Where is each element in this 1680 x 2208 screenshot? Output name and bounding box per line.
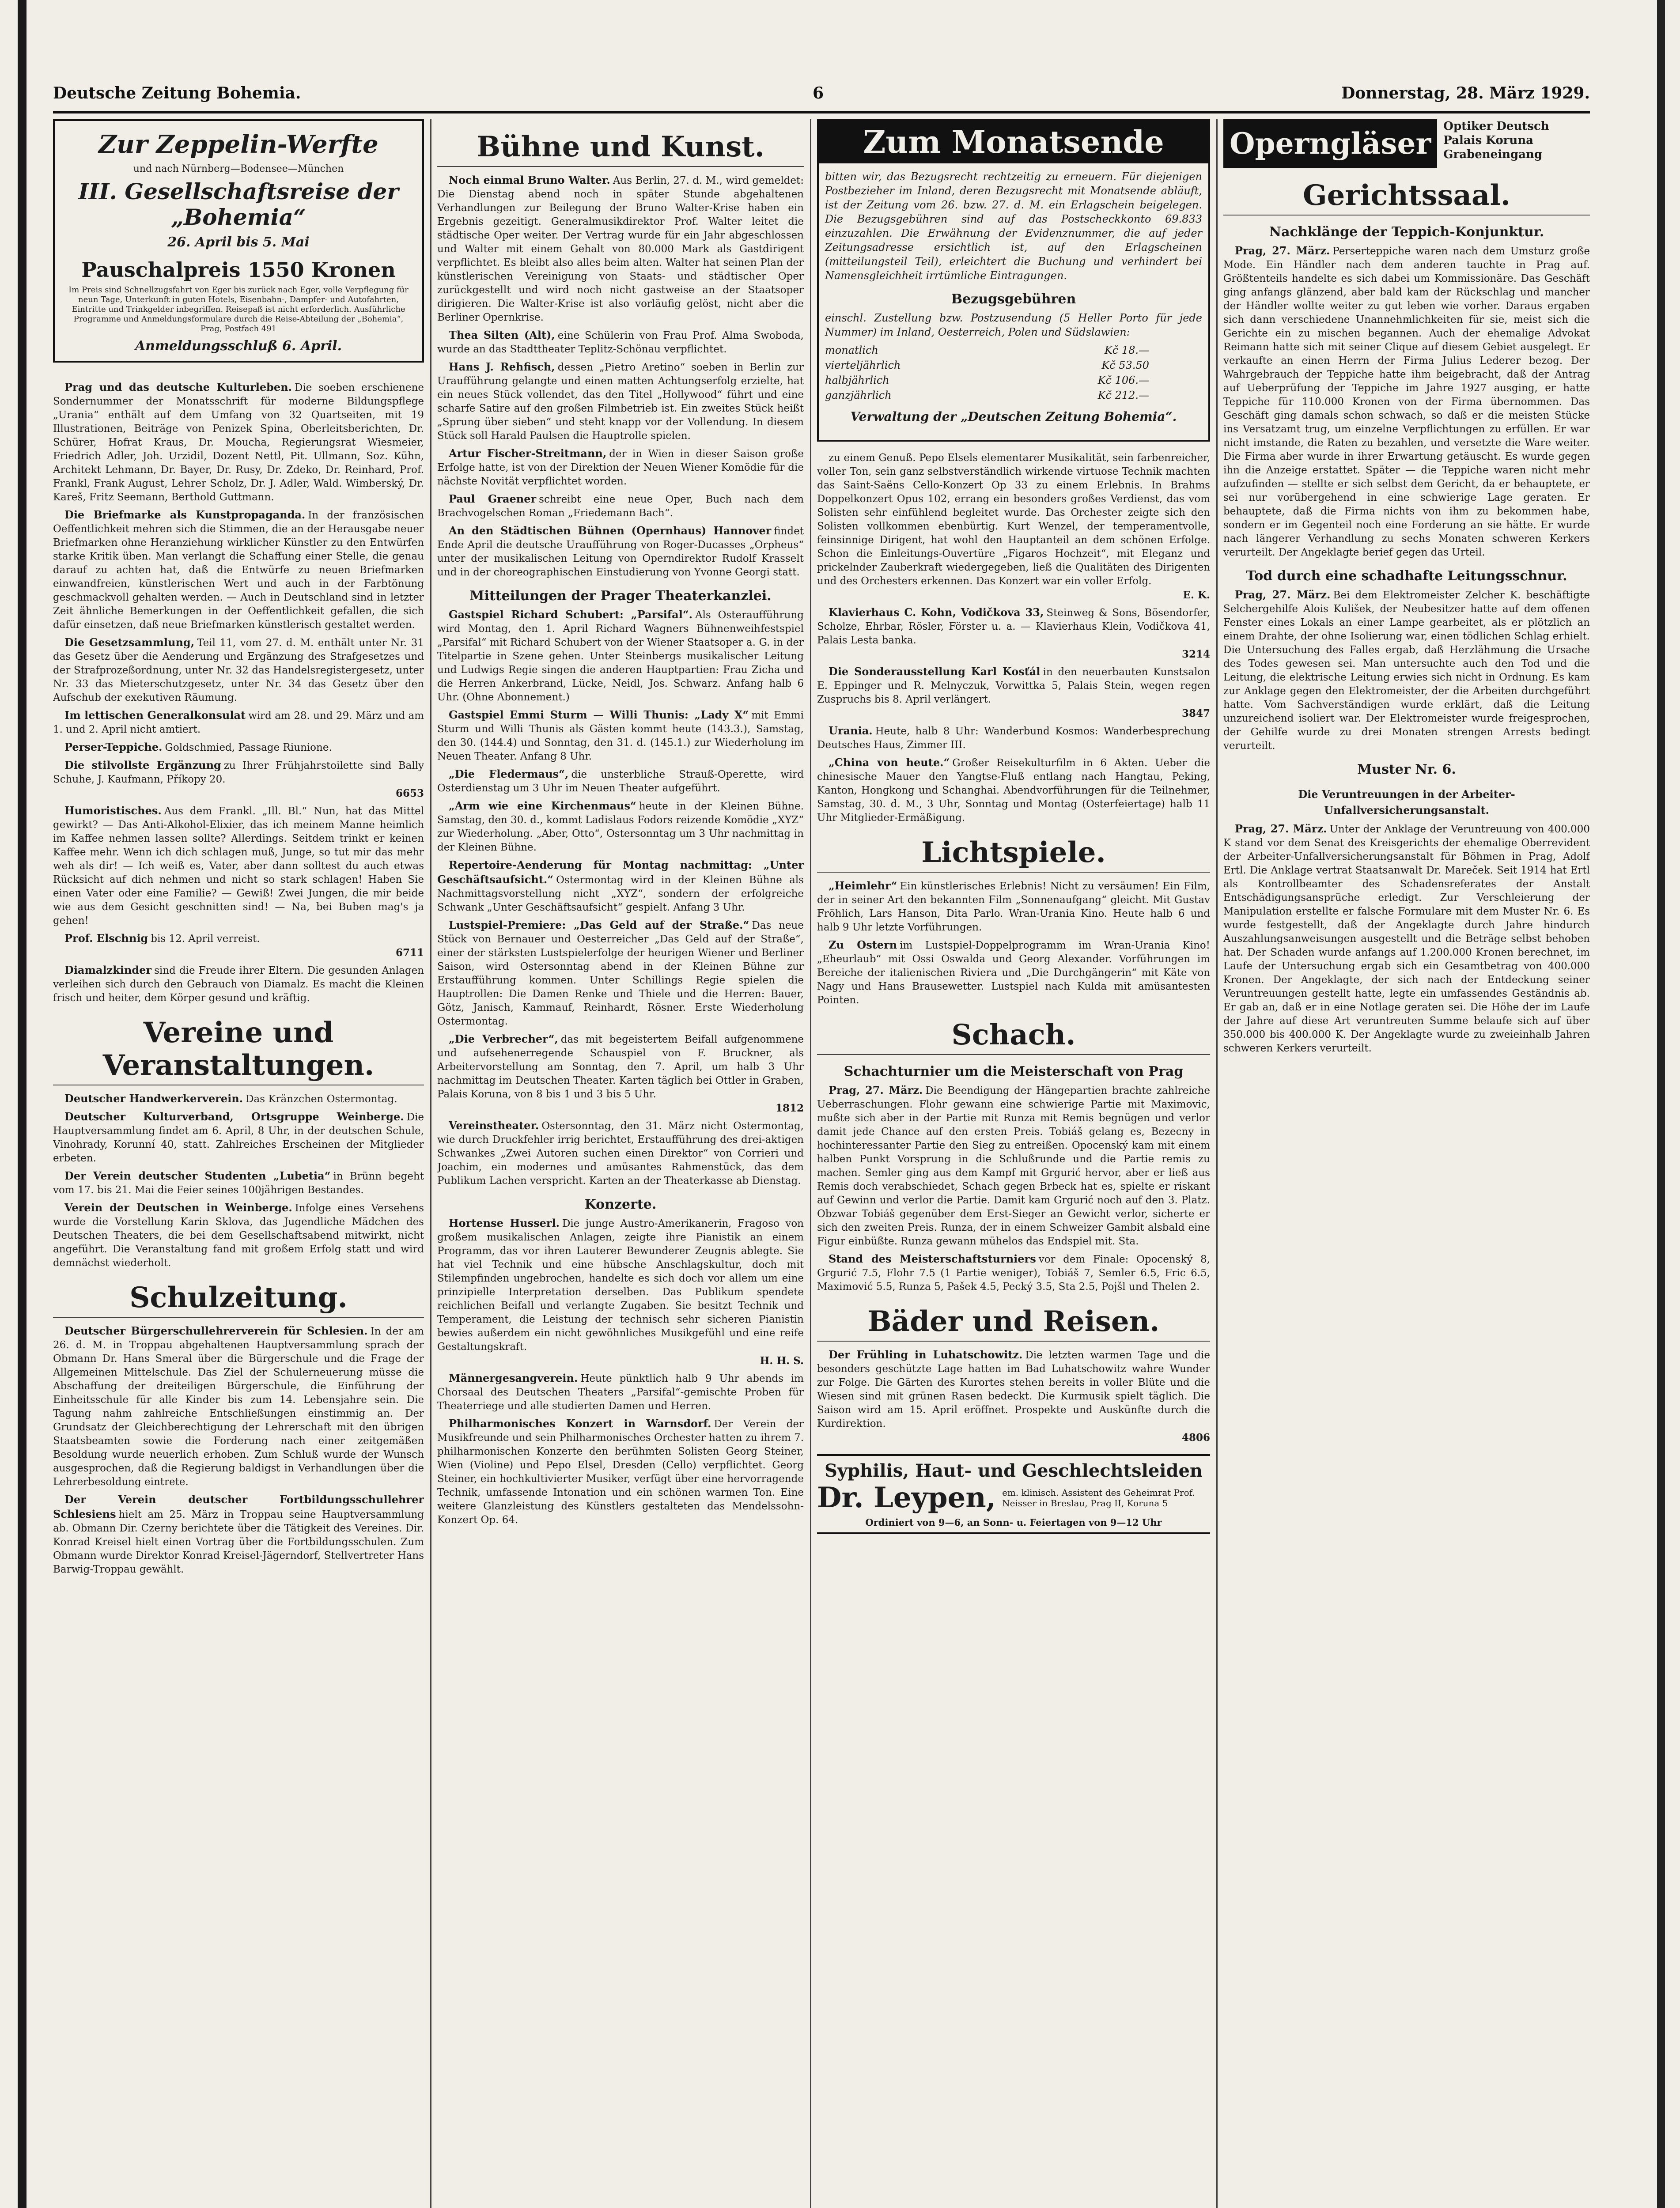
article-text: In der französischen Oeffentlichkeit mehren sich die Stimmen, die an der Herausgabe neuer Briefmarken ohne Heranziehung wirklicher Künstler zu den Entwürfen starke Kritik üben. Man verlangt die Schaffung einer Stelle, die genau darauf zu achten hat, daß die Entwürfe zu neuen Briefmarken einwandfreien, künstlerischen Wert und auch in der Farbtönung geschmackvoll gehalten werden. — Auch in Deutschland sind in letzter Zeit ähnliche Bemerkungen in der Oeffentlichkeit gefallen, die sich dafür einsetzen, daß neue Briefmarken künstlerisch gestaltet werden.	[53, 510, 424, 631]
zeppelin-route: und nach Nürnberg—Bodensee—München	[133, 163, 344, 174]
fees-note: einschl. Zustellung bzw. Postzusendung (5 Heller Porto für jede Nummer) im Inland, Oesterreich, Polen und Südslawien:	[825, 312, 1202, 338]
fee-amount: Kč 106.—	[1097, 374, 1149, 386]
ad-number: 3847	[1181, 707, 1210, 719]
zeppelin-dates: 26. April bis 5. Mai	[167, 234, 310, 250]
section-head-gerichtssaal: Gerichtssaal.	[1223, 179, 1590, 216]
column-1	[53, 119, 424, 2208]
article-paragraph	[437, 1216, 804, 1368]
article-rubric: Hans J. Rehfisch,	[449, 360, 555, 373]
section-head-buehne: Bühne und Kunst.	[437, 131, 804, 167]
subscription-intro: bitten wir, das Bezugsrecht rechtzeitig zu erneuern. Für diejenigen Postbezieher im Inland, deren Bezugsrecht mit Monatsende abläuft, ist der Zeitung vom 26. bzw. 27. d. M. ein Erlagschein beigelegen. Die Bezugsgebühren sind auf das Postscheckkonto 69.833 einzuzahlen. Die Erwähnung der Evidenznummer, die auf jeder Zeitungsadresse ersichtlich ist, auf den Erlagscheinen (mitteilungsteil Teil), erleichtert die Buchung und verhindert bei Namensgleichheit irrtümliche Eintragungen.	[825, 170, 1202, 282]
article-text: Goldschmied, Passage Riunione.	[165, 742, 332, 753]
zeppelin-ad	[53, 119, 424, 363]
article-text: Bei dem Elektromeister Zelcher K. beschäftigte Selchergehilfe Alois Kulišek, der Neubesitzer hatte auf dem offenen Fenster eines Lokals an einer Lampe gearbeitet, als er plötzlich an einem Drahte, der ohne Isolierung war, einen tödlichen Schlag erhielt. Die Untersuchung des Falles ergab, daß Herzlähmung die Ursache des Todes gewesen sei. Man untersuchte auch den Tod und die Leitung, die elektrische Leitung erwies sich nicht in Ordnung. Es kam zur Anklage gegen den Elektromeister, der die Arbeiten durchgeführt hatte. Vom Sachverständigen wurde erklärt, daß die Leitung unzureichend isoliert war. Der Elektromeister wurde freigesprochen, der Gehilfe wurde zu drei Monaten strengen Arrests bedingt verurteilt.	[1223, 590, 1590, 752]
monatsende-banner: Zum Monatsende	[819, 121, 1208, 163]
article-paragraph	[437, 799, 804, 854]
fee-period: vierteljährlich	[825, 359, 901, 371]
article-rubric: Der Verein deutscher Fortbildungsschullehrer Schlesiens	[53, 1493, 424, 1520]
vereine-list	[53, 1092, 424, 1270]
article-paragraph	[437, 1119, 804, 1188]
article-text: Ostersonntag, den 31. März nicht Ostermontag, wie durch Druckfehler irrig berichtet, Erstaufführung des drei-aktigen Schwankes „Zwei Autoren suchen einen Direktor“ von Corrieri und Joachim, ein modernes und amüsantes Rahmenstück, das dem Publikum Lachen verspricht. Karten an der Theaterkasse ab Dienstag.	[437, 1120, 804, 1187]
opera-glasses-title: Operngläser	[1223, 119, 1437, 168]
fee-amount: Kč 212.—	[1097, 389, 1149, 401]
article-rubric: Prag und das deutsche Kulturleben.	[64, 381, 292, 393]
article-paragraph	[53, 931, 424, 960]
article-paragraph	[817, 451, 1210, 602]
article-paragraph	[437, 918, 804, 1028]
article-text: Heute, halb 8 Uhr: Wanderbund Kosmos: Wanderbesprechung Deutsches Haus, Zimmer III.	[817, 726, 1210, 751]
article-text: In der am 26. d. M. in Troppau abgehaltenen Hauptversammlung sprach der Obmann Dr. Hans Smeral über die Bürgerschule und die Frage der Allgemeinen Mittelschule. Das Ziel der Schulerneuerung müsse die Abschaffung der dreiteiligen Bürgerschule, die Einführung der Einheitsschule für alle Kinder bis zum 14. Lebensjahre sein. Die Tagung nahm zahlreiche Entschließungen einstimmig an. Der Grundsatz der Gleichberechtigung der Lehrerschaft mit den übrigen Staatsbeamten sowie die Forderung nach einer zeitgemäßen Besoldung wurde neuerlich erhoben. Zum Schluß wurde der Wunsch ausgesprochen, daß die Regierung baldigst in Verhandlungen über die Lehrerbesoldung eintrete.	[53, 1326, 424, 1488]
article-text: der in Wien in dieser Saison große Erfolge hatte, ist von der Direktion der Neuen Wiener Komödie für die nächste Novität verpflichtet worden.	[437, 448, 804, 487]
column-4	[1223, 119, 1590, 2208]
page-number: 6	[813, 84, 824, 102]
article-paragraph	[437, 360, 804, 443]
article-paragraph	[1223, 244, 1590, 560]
article-text: in Brünn begeht vom 17. bis 21. Mai die Feier seines 100jährigen Bestandes.	[53, 1171, 424, 1196]
article-rubric: Vereinstheater.	[449, 1119, 539, 1132]
article-rubric: Artur Fischer-Streitmann,	[449, 447, 607, 460]
article-paragraph	[817, 879, 1210, 934]
ad-number: 6653	[395, 787, 424, 799]
news-list	[53, 380, 424, 1005]
subscription-box	[817, 119, 1210, 442]
section-head-baeder: Bäder und Reisen.	[817, 1305, 1210, 1342]
article-paragraph	[53, 508, 424, 632]
article-rubric: Perser-Teppiche.	[64, 741, 163, 753]
article-text: Steinweg & Sons, Bösendorfer, Scholze, Ehrbar, Rösler, Förster u. a. — Klavierhaus Klein, Vodičkova 41, Palais Lesta banka.	[817, 607, 1210, 646]
fee-row	[825, 358, 1202, 373]
zeppelin-price: Pauschalpreis 1550 Kronen	[81, 258, 396, 282]
article-text: Die junge Austro-Amerikanerin, Fragoso von großem musikalischen Anlagen, zeigte ihre Pianistik an einem Programm, das vor ihren Lauterer Bewunderer Zeugnis ablegte. Sie hat viel Technik und eine hübsche Anschlagskultur, doch mit Stilempfinden ungebrochen, handelte es sich doch vor allem um eine prinzipielle Interpretation derselben. Das Publikum spendete reichlichen Beifall und verlangte Zugaben. Sie besitzt Technik und Temperament, die Leistung der technisch sehr sicheren Pianistin bewies außerdem ein nicht gewöhnliches Musikgefühl und eine reife Gestaltungskraft.	[437, 1218, 804, 1353]
article-paragraph	[53, 758, 424, 800]
court-case-title: Muster Nr. 6.	[1357, 762, 1456, 777]
doctor-hours: Ordiniert von 9—6, an Sonn- u. Feiertagen von 9—12 Uhr	[865, 1517, 1162, 1528]
article-rubric: „Heimlehr“	[829, 879, 897, 892]
article-paragraph	[817, 1252, 1210, 1294]
article-paragraph	[437, 1032, 804, 1115]
article-paragraph	[53, 1324, 424, 1489]
article-signature: E. K.	[1183, 589, 1210, 601]
article-paragraph	[437, 767, 804, 795]
article-paragraph	[53, 1493, 424, 1577]
article-paragraph	[53, 1092, 424, 1106]
zeppelin-trip: III. Gesellschaftsreise der „Bohemia“	[78, 178, 399, 230]
article-paragraph	[817, 1348, 1210, 1444]
ad-number: 3214	[1181, 648, 1210, 660]
ad-number: 4806	[1181, 1432, 1210, 1444]
article-text: Die soeben erschienene Sondernummer der Monatsschrift für moderne Bildungspflege „Urania“ enthält auf dem Umfang von 32 Quartseiten, mit 19 Illustrationen, Beiträge von Penizek Spina, Oberleitsberichten, Dr. Schürer, Hofrat Kraus, Dr. Moucha, Regierungsrat Wiesmeier, Friedrich Adler, Joh. Urzidil, Dozent Nettl, Pit. Ullmann, Soz. Kühn, Architekt Lehmann, Dr. Bayer, Dr. Rusy, Dr. Zdeko, Dr. Reinhard, Prof. Frankl, Frank August, Lehrer Scholz, Dr. J. Adler, Wald. Wimberský, Dr. Kareš, Fritz Seemann, Berthold Guttmann.	[53, 382, 424, 503]
article-text: das mit begeistertem Beifall aufgenommene und aufsehenerregende Schauspiel von F. Bruckner, als Arbeitervorstellung am Sonntag, den 7. April, um halb 3 Uhr nachmittag im Deutschen Theater. Karten täglich bei Ottler in Graben, Palais Koruna, von 8 bis 1 und 3 bis 5 Uhr.	[437, 1034, 804, 1100]
article-text: Ein künstlerisches Erlebnis! Nicht zu versäumen! Ein Film, der in seiner Art den bekannten Film „Sonnenaufgang“ gleicht. Mit Gustav Fröhlich, Lars Hanson, Dita Parlo. Wran-Urania Kino. Heute halb 6 und halb 9 Uhr letzte Vorführungen.	[817, 881, 1210, 933]
article-paragraph	[1223, 588, 1590, 753]
article-rubric: Lustspiel-Premiere: „Das Geld auf der Straße.“	[449, 919, 749, 931]
article-text: hielt am 25. März in Troppau seine Hauptversammlung ab. Obmann Dir. Czerny berichtete über die Tätigkeit des Vereines. Dir. Konrad Kreisel hielt einen Vortrag über die Fortbildungsschulen. Zum Obmann wurde Direktor Konrad Kreisel-Jägerndorf, Stellvertreter Hans Barwig-Troppau gewählt.	[53, 1509, 424, 1575]
article-text: sind die Freude ihrer Eltern. Die gesunden Anlagen verleihen sich durch den Gebrauch von Diamalz. Es macht die Kleinen frisch und heiter, dem Körper gesund und kräftig.	[53, 965, 424, 1004]
article-rubric: Zu Ostern	[829, 938, 897, 951]
article-rubric: Diamalzkinder	[64, 964, 152, 976]
mitteilungen-list	[437, 608, 804, 1188]
fee-period: halbjährlich	[825, 374, 889, 386]
opera-glasses-ad	[1223, 119, 1590, 168]
schule-list	[53, 1324, 424, 1577]
article-paragraph	[53, 804, 424, 928]
article-text: Die letzten warmen Tage und die besonders geschützte Lage hatten im Bad Luhatschowitz wahre Wunder zur Folge. Die Gärten des Kurortes stehen bereits in voller Blüte und die Wiesen sind mit grünen Rasen bedeckt. Die Kurmusik spielt täglich. Die Saison wird am 15. April eröffnet. Prospekte und Auskünfte durch die Kurdirektion.	[817, 1350, 1210, 1429]
article-rubric: Hortense Husserl.	[449, 1217, 560, 1229]
zeppelin-deadline: Anmeldungsschluß 6. April.	[135, 338, 342, 354]
article-rubric: Der Frühling in Luhatschowitz.	[829, 1348, 1023, 1361]
article-rubric: Prag, 27. März.	[1235, 588, 1331, 601]
article-text: Als Osteraufführung wird Montag, den 1. April Richard Wagners Bühnenweihfestspiel „Parsifal“ mit Richard Schubert von der Wiener Staatsoper a. G. in der Titelpartie in Szene gehen. Unter Steinbergs musikalischer Leitung und Ludwigs Regie singen die anderen Hauptpartien: Frau Zicha und die Herren Ankerbrand, Lücke, Neidl, Jos. Schwarz. Anfang halb 6 Uhr. (Ohne Abonnement.)	[437, 609, 804, 703]
article-rubric: Urania.	[829, 724, 873, 737]
article-rubric: Deutscher Kulturverband, Ortsgruppe Weinberge.	[64, 1110, 404, 1123]
article-text: Aus dem Frankl. „Ill. Bl.“ Nun, hat das Mittel gewirkt? — Das Anti-Alkohol-Elixier, das ich meinem Manne heimlich im Kaffee nehmen lassen sollte? Allerdings. Seitdem trinkt er keinen Kaffee mehr. Wenn ich dich schlagen muß, Junge, so tut mir das mehr weh als dir! — Ich weiß es, Vater, aber dann solltest du auch etwas Rücksicht auf dich nehmen und nicht so stark schlagen! Haben Sie einen Vater oder eine Familie? — Gewiß! Zwei Jungen, die mir beide wie aus dem Gesicht geschnitten sind! — Na, bei Buben mag's ja gehen!	[53, 805, 424, 926]
section-head-vereine: Vereine und Veranstaltungen.	[53, 1017, 424, 1085]
page-header	[53, 84, 1590, 110]
court-case-subtitle: Die Veruntreuungen in der Arbeiter-Unfallversicherungsanstalt.	[1298, 788, 1515, 817]
section-head-schule: Schulzeitung.	[53, 1282, 424, 1318]
article-paragraph	[53, 380, 424, 504]
column-divider	[430, 119, 431, 2208]
article-rubric: Prof. Elschnig	[64, 932, 148, 945]
article-rubric: „Die Fledermaus“,	[449, 768, 569, 780]
lichtspiele-list	[817, 879, 1210, 1007]
article-paragraph	[53, 740, 424, 755]
article-text: Großer Reisekulturfilm in 6 Akten. Ueber die chinesische Mauer den Yangtse-Fluß entlang nach Hangtau, Peking, Kanton, Hongkong und Schanghai. Abendvorführungen für die Teilnehmer, Samstag, 30. d. M., 3 Uhr, Sonntag und Montag (Osterfeiertage) halb 11 Uhr Mitglieder-Ermäßigung.	[817, 757, 1210, 824]
article-text: wird am 28. und 29. März und am 1. und 2. April nicht amtiert.	[53, 710, 424, 735]
section-head-schach: Schach.	[817, 1019, 1210, 1055]
schach-list	[817, 1083, 1210, 1294]
article-paragraph	[53, 963, 424, 1005]
article-paragraph	[437, 858, 804, 915]
column-3-items	[817, 451, 1210, 825]
article-rubric: Die Gesetzsammlung,	[64, 636, 195, 649]
article-rubric: „China von heute.“	[829, 756, 950, 769]
article-paragraph	[437, 328, 804, 356]
article-rubric: Philharmonisches Konzert in Warnsdorf.	[449, 1417, 711, 1430]
article-text: Ostermontag wird in der Kleinen Bühne als Nachmittagsvorstellung nicht „XYZ“, sondern der erfolgreiche Schwank „Unter Geschäftsaufsicht“ gespielt. Anfang 3 Uhr.	[437, 874, 804, 913]
article-text: bis 12. April verreist.	[151, 933, 260, 945]
article-text: findet Ende April die deutsche Uraufführung von Roger-Ducasses „Orpheus“ unter der musikalischen Leitung von Operndirektor Rudolf Krasselt und in der choreographischen Einstudierung von Yvonne Georgi statt.	[437, 526, 804, 578]
article-rubric: Männergesangverein.	[449, 1372, 578, 1384]
column-divider	[810, 119, 811, 2208]
article-paragraph	[817, 756, 1210, 825]
buehne-list	[437, 173, 804, 579]
article-text: zu Ihrer Frühjahrstoilette sind Bally Schuhe, J. Kaufmann, Příkopy 20.	[53, 760, 424, 785]
article-text: dessen „Pietro Aretino“ soeben in Berlin zur Uraufführung gelangte und einen matten Achtungserfolg erzielte, hat ein neues Stück vollendet, das den Titel „Hollywood“ führt und eine scharfe Satire auf den großen Filmbetrieb ist. Ein zweites Stück heißt „Sprung über sieben“ und steht knapp vor der Vollendung. In diesem Stück soll Harald Paulsen die Hauptrolle spielen.	[437, 362, 804, 442]
fees-table	[825, 343, 1202, 403]
article-rubric: Prag, 27. März.	[829, 1084, 923, 1096]
article-rubric: Noch einmal Bruno Walter.	[449, 174, 610, 186]
column-2	[437, 119, 804, 2208]
article-rubric: Deutscher Bürgerschullehrerverein für Schlesien.	[64, 1324, 368, 1337]
article-rubric: Deutscher Handwerkerverein.	[64, 1092, 243, 1105]
section-head-konzerte: Konzerte.	[584, 1197, 657, 1212]
article-text: schreibt eine neue Oper, Buch nach dem Brachvogelschen Roman „Friedemann Bach“.	[437, 494, 804, 519]
fee-period: ganzjährlich	[825, 389, 892, 401]
article-rubric: Die stilvollste Ergänzung	[64, 759, 221, 771]
article-paragraph	[53, 1169, 424, 1197]
schach-subhead: Schachturnier um die Meisterschaft von Prag	[844, 1064, 1184, 1079]
article-text: Die Hauptversammlung findet am 6. April, 8 Uhr, in der deutschen Schule, Vinohrady, Korunní 40, statt. Zahlreiches Erscheinen der Mitglieder erbeten.	[53, 1112, 424, 1164]
article-paragraph	[817, 724, 1210, 752]
ad-number: 6711	[395, 947, 424, 959]
article-paragraph	[1223, 822, 1590, 1055]
article-rubric: Stand des Meisterschaftsturniers	[829, 1252, 1036, 1265]
issue-date: Donnerstag, 28. März 1929.	[1341, 84, 1590, 102]
article-rubric: Paul Graener	[449, 492, 537, 505]
article-rubric: Klavierhaus C. Kohn, Vodičkova 33,	[829, 606, 1044, 619]
article-rubric: Im lettischen Generalkonsulat	[64, 709, 246, 722]
article-paragraph	[53, 708, 424, 737]
baeder-list	[817, 1348, 1210, 1444]
article-paragraph	[437, 173, 804, 325]
article-paragraph	[437, 1417, 804, 1527]
section-head-lichtspiele: Lichtspiele.	[817, 836, 1210, 873]
court-case-title: Nachklänge der Teppich-Konjunktur.	[1269, 224, 1544, 240]
fee-amount: Kč 18.—	[1104, 344, 1149, 356]
article-paragraph	[437, 1371, 804, 1413]
article-rubric: Gastspiel Emmi Sturm — Willi Thunis: „Lady X“	[449, 708, 749, 721]
article-text: vor dem Finale: Opocenský 8, Grgurić 7.5, Flohr 7.5 (1 Partie weniger), Tobiáš 7, Semler 6.5, Fric 6.5, Maximović 5.5, Runza 5, Pašek 4.5, Pecký 3.5, Sta 2.5, Pojšl und Thelen 2.	[817, 1254, 1210, 1293]
konzerte-list	[437, 1216, 804, 1527]
article-signature: H. H. S.	[760, 1355, 804, 1367]
column-divider	[1216, 119, 1218, 2208]
article-text: in den neuerbauten Kunstsalon E. Eppinger und R. Melnyczuk, Vorwittka 5, Palais Stein, wegen regen Zuspruchs bis 8. April verlängert.	[817, 666, 1210, 705]
paper-name: Deutsche Zeitung Bohemia.	[53, 84, 301, 102]
article-text: Aus Berlin, 27. d. M., wird gemeldet: Die Dienstag abend noch in später Stunde abgehaltenen Verhandlungen zur Beilegung der Bruno Walter-Krise haben ein Ergebnis gezeitigt. Generalmusikdirektor Prof. Walter leitet die städtische Oper weiter. Der Vertrag wurde für ein Jahr abgeschlossen und Walter mit einem Gehalt von 80.000 Mark als Gastdirigent verpflichtet. Es bleibt also alles beim alten. Walter hat seinen Plan der künstlerischen Vereinigung von Staats- und städtischer Oper zurückgestellt und wird noch nicht gastweise an der Staatsoper dirigieren. Die Walter-Krise ist also vorläufig gelöst, nicht aber die Berliner Opernkrise.	[437, 175, 804, 323]
fee-amount: Kč 53.50	[1101, 359, 1149, 371]
article-text: zu einem Genuß. Pepo Elsels elementarer Musikalität, sein farbenreicher, voller Ton, sein ganz selbstverständlich wirkende virtuose Technik machten das Saint-Saëns Cello-Konzert Op 33 zu einem Erlebnis. In Brahms Doppelkonzert Opus 102, errang ein besonders großes Verdienst, das vom Solisten sehr einfühlend begleitet wurde. Das Orchester zeigte sich den Solisten vollkommen ebenbürtig. Kurt Wenzel, der temperamentvolle, feinsinnige Dirigent, hat wohl den Hauptanteil an dem schönen Erfolge. Schon die Einleitungs-Ouvertüre „Figaros Hochzeit“, mit Eleganz und prickelnder Zauberkraft wiedergegeben, ließ die Qualitäten des Dirigenten und des Orchesters erkennen. Das Konzert war ein voller Erfolg.	[817, 452, 1210, 587]
article-text: Das neue Stück von Bernauer und Oesterreicher „Das Geld auf der Straße“, einer der stärksten Lustspielerfolge der heurigen Wiener und Berliner Saison, wird Ostersonntag abend in der Kleinen Bühne zur Erstaufführung kommen. Unter Schillings Regie spielen die Hauptrollen: Die Damen Renke und Thiele und die Herren: Bauer, Götz, Janisch, Kammauf, Reinhardt, Rösner. Erste Wiederholung Ostermontag.	[437, 920, 804, 1027]
column-3	[817, 119, 1210, 2208]
article-text: Heute pünktlich halb 9 Uhr abends im Chorsaal des Deutschen Theaters „Parsifal“-gemischte Proben für Theaterriege und alle studierten Damen und Herren.	[437, 1373, 804, 1412]
article-rubric: Repertoire-Aenderung für Montag nachmittag: „Unter Geschäftsaufsicht.“	[437, 858, 804, 886]
article-text: Die Beendigung der Hängepartien brachte zahlreiche Ueberraschungen. Flohr gewann eine schwierige Partie mit Maximovic, mußte sich aber in der Partie mit Runza mit Remis begnügen und verlor damit jede Chance auf den ersten Preis. Tobiáš gelang es, Bezecny in hochinteressanter Partie den Sieg zu entreißen. Opocenský kam mit einem halben Punkt Vorsprung in die Schlußrunde und die Partie remis zu machen. Semler ging aus dem Kampf mit Grgurić hervor, aber er ließ aus Remis doch verabschiedet, Schach gegen Brbeck hat es, spielte er riskant auf Gewinn und verlor die Partie. Damit kam Grgurić noch auf den 3. Platz. Obzwar Tobiáš gegenüber dem Erst-Sieger an Gewicht verlor, sicherte er sich den zweiten Preis. Runza, der in einem Schweizer Gambit alsbald eine Figur einbüßte. Runza gewann mühelos das Endspiel mit. Sta.	[817, 1085, 1210, 1247]
article-rubric: „Arm wie eine Kirchenmaus“	[449, 799, 636, 812]
article-paragraph	[437, 524, 804, 579]
article-paragraph	[53, 635, 424, 705]
article-paragraph	[437, 492, 804, 520]
article-paragraph	[437, 446, 804, 488]
article-rubric: Prag, 27. März.	[1235, 244, 1330, 257]
article-paragraph	[53, 1110, 424, 1165]
column-rule-right	[1657, 0, 1665, 2208]
article-text: Perserteppiche waren nach dem Umsturz große Mode. Ein Händler nach dem anderen tauchte in Prag auf. Größtenteils handelte es sich dabei um Kommissionäre. Das Geschäft ging anfangs glänzend, aber bald kam der Rückschlag und mancher der Händler wollte weiter zu gut leben wie vorher. Daraus ergaben sich dann verschiedene Unannehmlichkeiten für sie, meist sich die Gerichte ein zu mischen begannen. Auch der ehemalige Advokat Reimann hatte sich mit seiner Clique auf diesem Gebiet ausgelegt. Er verkaufte an einen Herrn der Firma Julius Lederer bezog. Der Wahrgebrauch der Teppiche hatte ihm beigebracht, daß der Antrag auf Ueberprüfung der Teppiche im Jahre 1927 ausging, er hatte Teppiche für 110.000 Kronen von der Firma übernommen. Das Geschäft ging damals schon schwach, so daß er die meisten Stücke ins Versatzamt trug, um einzelne Verpflichtungen zu erfüllen. Er war nicht imstande, die Raten zu bezahlen, und versetzte die Ware weiter. Die Firma aber wurde in ihrer Erwartung getäuscht. Es wurde gegen ihn die Anzeige erstattet. Später — die Teppiche waren nicht mehr aufzufinden — stellte er sich selbst dem Gericht, da er behauptete, er sei nur vorübergehend in eine schwierige Lage geraten. Er behauptete, daß die Firma nichts von ihm zu bekommen habe, sondern er im Gegenteil noch eine Forderung an sie hätte. Er wurde nach längerer Verhandlung zu sechs Monaten schweren Kerkers verurteilt. Der Angeklagte berief gegen das Urteil.	[1223, 246, 1590, 558]
doctor-detail: em. klinisch. Assistent des Geheimrat Prof. Neisser in Breslau, Prag II, Koruna 5	[1002, 1487, 1195, 1509]
article-rubric: Gastspiel Richard Schubert: „Parsifal“.	[449, 608, 692, 621]
article-text: heute in der Kleinen Bühne. Samstag, den 30. d., kommt Ladislaus Fodors reizende Komödie „XYZ“ zur Wiederholung. „Aber, Otto“, Ostersonntag um 3 Uhr nachmittag in der Kleinen Bühne.	[437, 801, 804, 853]
article-text: Unter der Anklage der Veruntreuung von 400.000 K stand vor dem Senat des Kreisgerichts der ehemalige Oberrevident der Arbeiter-Unfallversicherungsanstalt für Böhmen in Prag, Adolf Ertl. Die Anklage vertrat Staatsanwalt Dr. Mareček. Seit 1914 hat Ertl als Kontrollbeamter des Schadensreferates der Anstalt Entschädigungsansprüche erledigt. Zur Verschleierung der Manipulation erstellte er falsche Formulare mit dem Muster Nr. 6. Es wurde festgestellt, daß der Angeklagte durch Jahre hindurch Auszahlungsanweisungen ausgestellt und die Beträge selbst behoben hat. Der Schaden wurde anfangs auf 1.200.000 Kronen berechnet, im Laufe der Untersuchung ergab sich ein Gesamtbetrag von 400.000 Kronen. Der Angeklagte, der sich nach der Entdeckung seiner Veruntreuungen gestellt hatte, legte ein umfassendes Geständnis ab. Er gab an, daß er in eine Notlage geraten sei. Die Höhe der im Laufe der Jahre auf diese Art veruntreuten Summe belaufe sich auf über 350.000 bis 400.000 K. Der Angeklagte wurde zu zweieinhalb Jahren schweren Kerkers verurteilt.	[1223, 824, 1590, 1054]
article-rubric: Humoristisches.	[64, 804, 162, 817]
article-rubric: Thea Silten (Alt),	[449, 329, 555, 341]
article-paragraph	[817, 1083, 1210, 1248]
doctor-name: Dr. Leypen,	[817, 1481, 996, 1514]
article-rubric: Der Verein deutscher Studenten „Lubetia“	[64, 1169, 331, 1182]
article-rubric: „Die Verbrecher“,	[449, 1032, 558, 1045]
doctor-ad-heading: Syphilis, Haut- und Geschlechtsleiden	[825, 1460, 1203, 1481]
article-text: Infolge eines Versehens wurde die Vorstellung Karin Sklova, das Jugendliche Mädchen des Deutschen Theaters, die bei dem Gesellschaftsabend mitwirkt, nicht angeführt. Die Veranstaltung fand mit großem Erfolg statt und wird demnächst wiederholt.	[53, 1202, 424, 1269]
article-text: eine Schülerin von Frau Prof. Alma Swoboda, wurde an das Stadttheater Teplitz-Schönau verpflichtet.	[437, 330, 804, 355]
article-paragraph	[53, 1201, 424, 1270]
article-text: mit Emmi Sturm und Willi Thunis als Gästen kommt heute (143.3.), Samstag, den 30. (144.4) und Sonntag, den 31. d. (145.1.) zur Wiederholung im Neuen Theater. Anfang 8 Uhr.	[437, 710, 804, 762]
article-rubric: An den Städtischen Bühnen (Opernhaus) Hannover	[449, 524, 772, 537]
article-text: Teil 11, vom 27. d. M. enthält unter Nr. 31 das Gesetz über die Aenderung und Ergänzung des Strafgesetzes und der Strafprozeßordnung, unter Nr. 32 das Handelsregistergesetz, unter Nr. 33 das Mieterschutzgesetz, unter Nr. 34 das Gesetz über den Aufschub der exekutiven Räumung.	[53, 637, 424, 703]
article-rubric: Die Sonderausstellung Karl Kosťál	[829, 665, 1041, 678]
article-rubric: Prag, 27. März.	[1235, 822, 1327, 835]
article-paragraph	[437, 608, 804, 704]
article-text: Der Verein der Musikfreunde und sein Philharmonisches Orchester hatten zu ihrem 7. philharmonischen Konzerte den berühmten Solisten Georg Steiner, Wien (Violine) und Pepo Elsel, Dresden (Cello) verpflichtet. Georg Steiner, ein hochkultivierter Musiker, verfügt über eine hervorragende Technik, umfassende Intonation und ein schönen warmen Ton. Eine weitere Glanzleistung des Künstlers gestalteten das Mendelssohn-Konzert Op. 64.	[437, 1418, 804, 1526]
article-text: im Lustspiel-Doppelprogramm im Wran-Urania Kino! „Eheurlaub“ mit Ossi Oswalda und Georg Alexander. Vorführungen im Bereiche der italienischen Riviera und „Die Durchgängerin“ mit Käte von Nagy und Hans Brausewetter. Lustspiel nach Kulda mit amüsantesten Pointen.	[817, 940, 1210, 1006]
gerichtssaal-list	[1223, 224, 1590, 1055]
publisher-signature: Verwaltung der „Deutschen Zeitung Bohemia“.	[850, 409, 1177, 424]
article-text: die unsterbliche Strauß-Operette, wird Osterdienstag um 3 Uhr im Neuen Theater aufgeführt.	[437, 769, 804, 794]
article-paragraph	[437, 708, 804, 764]
fee-row	[825, 343, 1202, 358]
fee-row	[825, 388, 1202, 403]
zeppelin-title: Zur Zeppelin-Werfte	[98, 130, 378, 159]
ad-number: 1812	[775, 1102, 804, 1114]
article-paragraph	[817, 938, 1210, 1007]
fee-row	[825, 373, 1202, 388]
court-case-title: Tod durch eine schadhafte Leitungsschnur.	[1246, 568, 1567, 584]
fees-heading: Bezugsgebühren	[951, 291, 1076, 307]
zeppelin-fineprint: Im Preis sind Schnellzugsfahrt von Eger bis zurück nach Eger, volle Verpflegung für neun Tage, Unterkunft in guten Hotels, Eisenbahn-, Dampfer- und Autofahrten, Eintritte und Trinkgelder inbegriffen. Reisepaß ist nicht erforderlich. Ausführliche Programme und Anmeldungsformulare durch die Reise-Abteilung der „Bohemia“, Prag, Postfach 491	[68, 285, 409, 333]
article-text: Das Kränzchen Ostermontag.	[246, 1093, 397, 1105]
header-rule	[53, 111, 1590, 113]
article-rubric: Verein der Deutschen in Weinberge.	[64, 1201, 292, 1214]
doctor-ad	[817, 1454, 1210, 1534]
fee-period: monatlich	[825, 344, 878, 356]
column-rule-left	[18, 0, 26, 2208]
section-head-mitteilungen: Mitteilungen der Prager Theaterkanzlei.	[469, 588, 772, 604]
article-paragraph	[817, 665, 1210, 720]
opera-glasses-shop: Optiker Deutsch Palais Koruna Grabeneingang	[1443, 120, 1549, 161]
article-paragraph	[817, 605, 1210, 661]
article-rubric: Die Briefmarke als Kunstpropaganda.	[64, 508, 306, 521]
